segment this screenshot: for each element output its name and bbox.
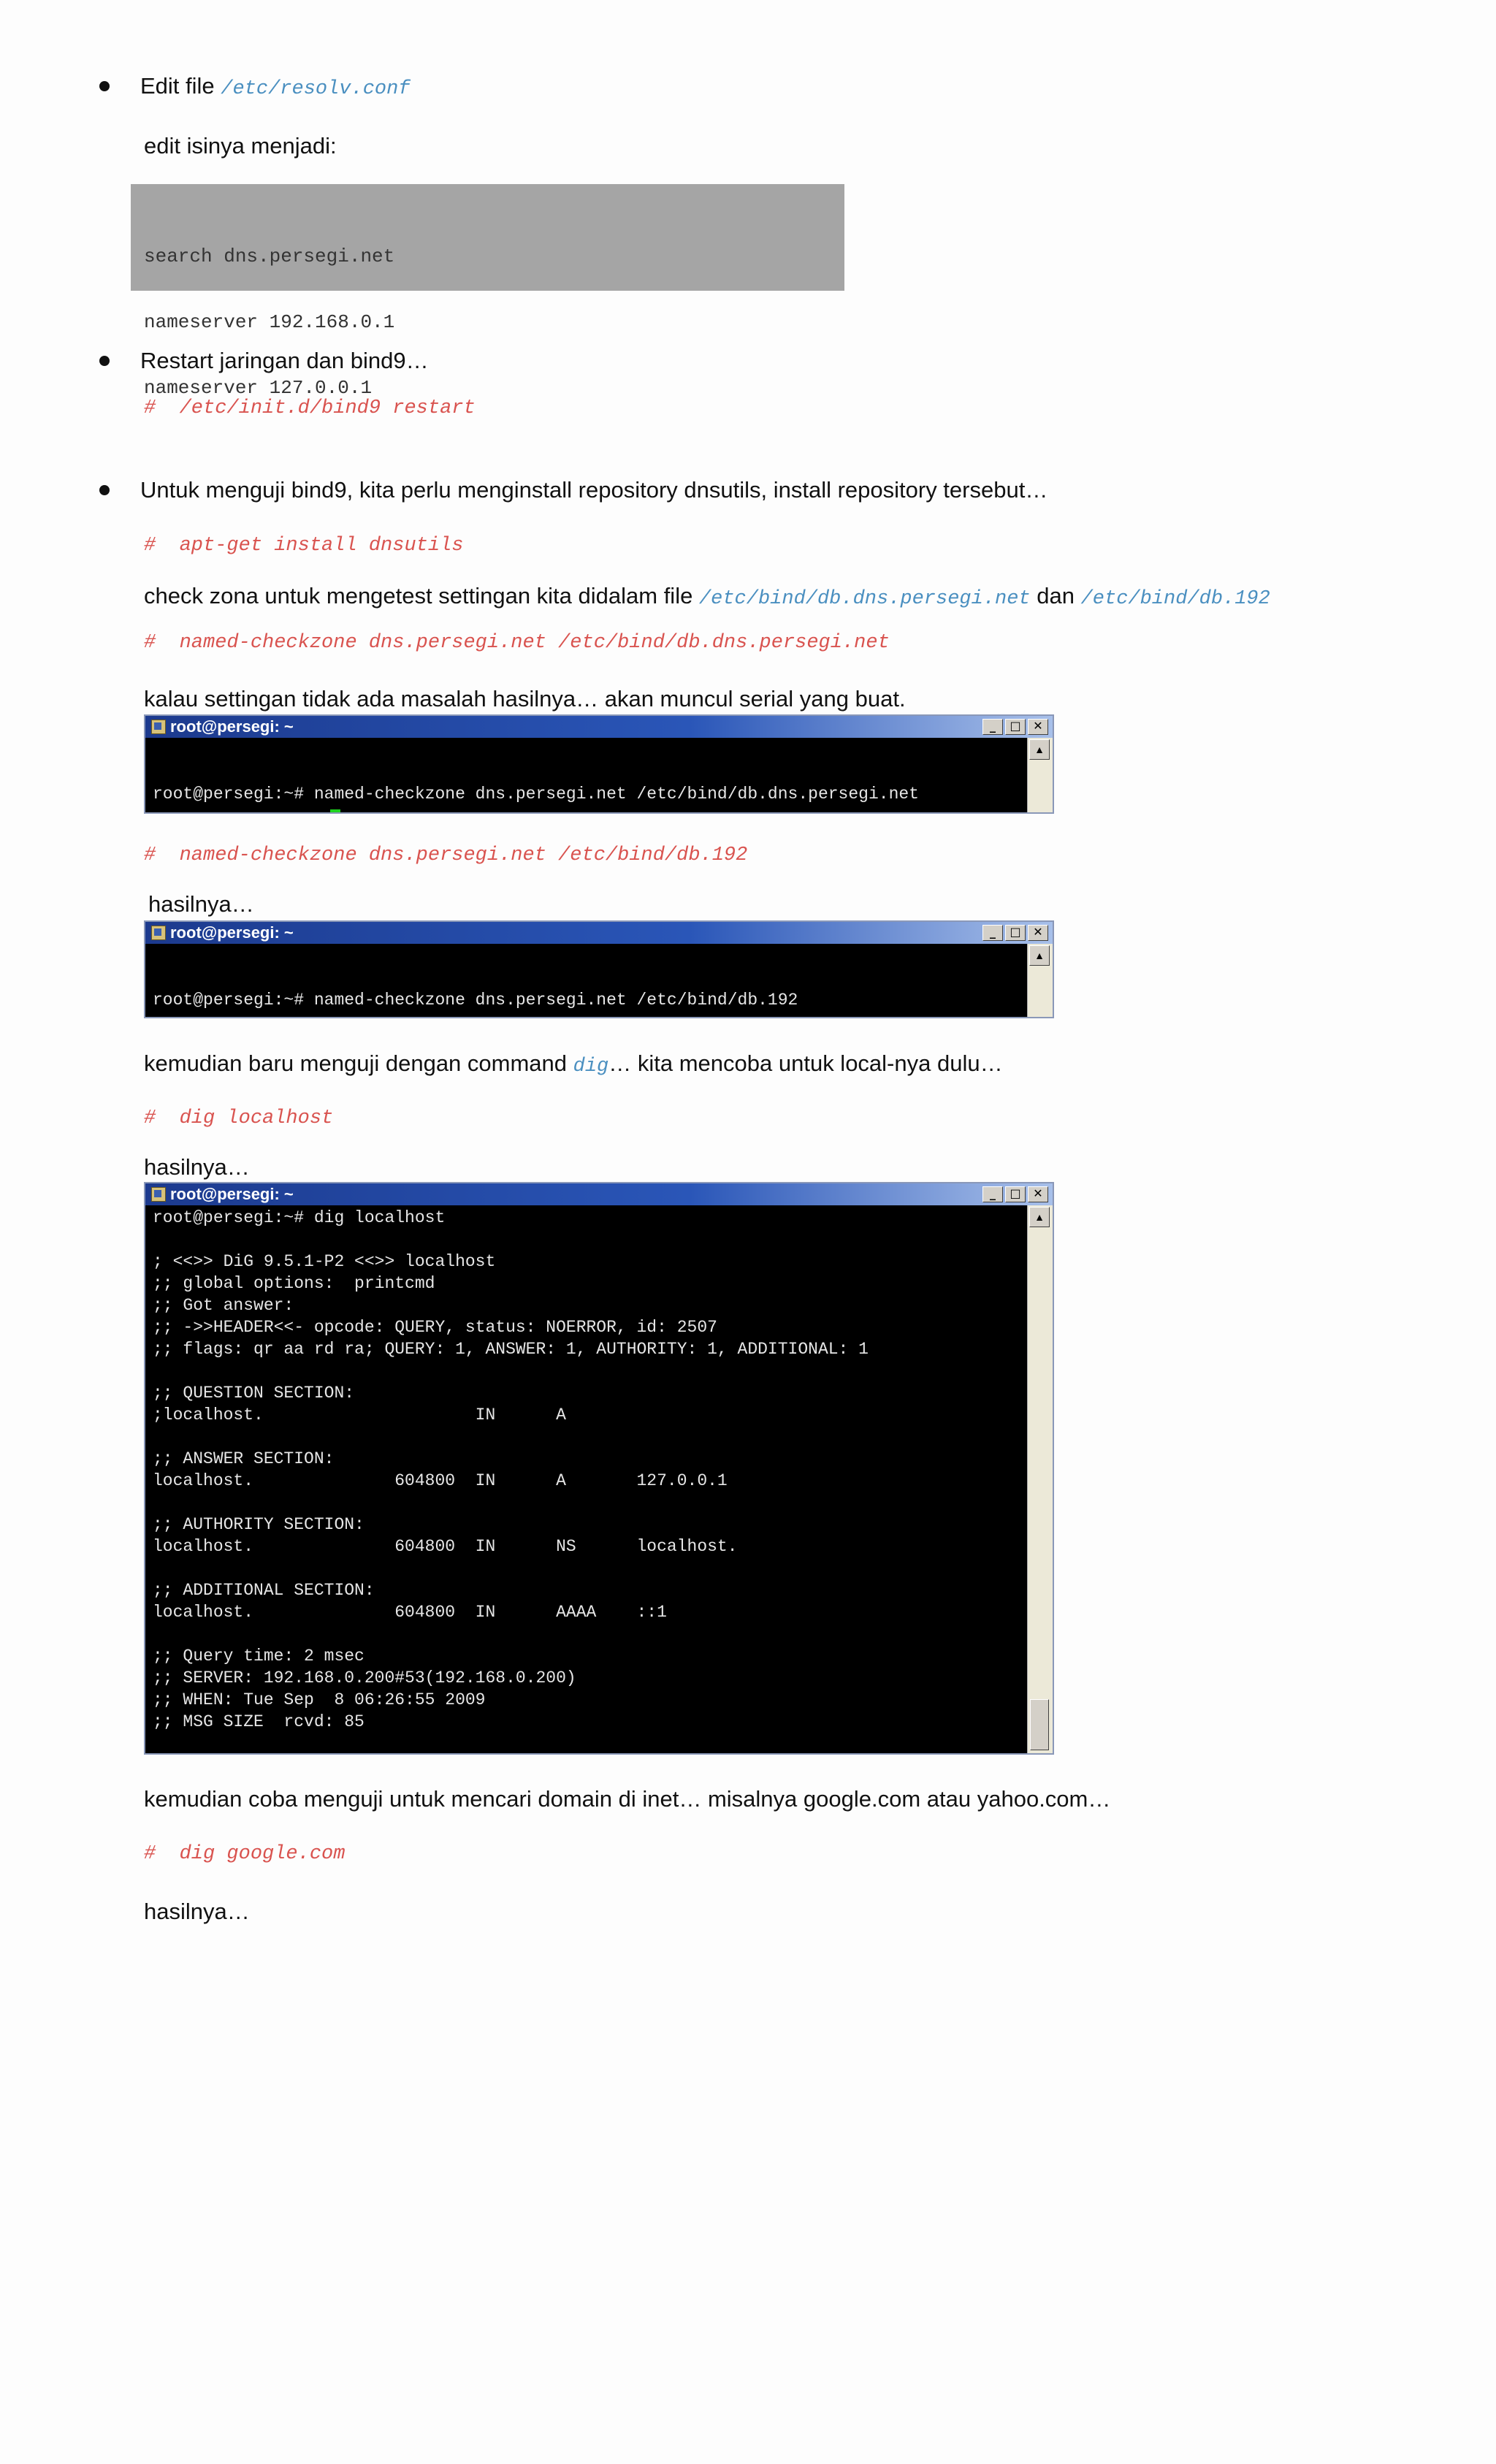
- restart-text: Restart jaringan dan bind9…: [140, 348, 429, 373]
- db-persegi-path: /etc/bind/db.dns.persegi.net: [698, 588, 1031, 610]
- close-button[interactable]: ✕: [1028, 719, 1048, 735]
- terminal-line: localhost. 604800 IN AAAA ::1: [153, 1603, 667, 1622]
- minimize-button[interactable]: _: [982, 1186, 1003, 1202]
- terminal-line: ;; Query time: 2 msec: [153, 1647, 365, 1666]
- terminal-line: root@persegi:~# named-checkzone dns.persegi.net /etc/bind/db.192: [153, 991, 798, 1010]
- resolv-conf-path: /etc/resolv.conf: [221, 78, 411, 100]
- putty-icon: [151, 926, 166, 940]
- terminal-line: ;localhost. IN A: [153, 1405, 566, 1424]
- check-zone-text: check zona untuk mengetest settingan kita didalam file: [144, 583, 699, 609]
- maximize-button[interactable]: □: [1005, 719, 1026, 735]
- code-line: search dns.persegi.net: [144, 245, 395, 267]
- result3-text: hasilnya…: [144, 1154, 250, 1180]
- putty-icon: [151, 1187, 166, 1202]
- scroll-thumb[interactable]: [1030, 1699, 1049, 1750]
- dig-intro-b: … kita mencoba untuk local-nya dulu…: [608, 1050, 1003, 1076]
- check-zone-line: [144, 581, 1270, 614]
- terminal-line: ;; flags: qr aa rd ra; QUERY: 1, ANSWER: 1, AUTHORITY: 1, ADDITIONAL: 1: [153, 1340, 869, 1359]
- putty-icon: [151, 720, 166, 734]
- terminal-line: [153, 1426, 1020, 1448]
- terminal-line: ;; SERVER: 192.168.0.200#53(192.168.0.200): [153, 1668, 576, 1687]
- terminal-line: ;; ->>HEADER<<- opcode: QUERY, status: NOERROR, id: 2507: [153, 1318, 717, 1337]
- bullet-3: [99, 485, 110, 495]
- terminal-line: localhost. 604800 IN NS localhost.: [153, 1537, 738, 1556]
- and-text: dan: [1030, 583, 1081, 609]
- checkzone-command-1: # named-checkzone dns.persegi.net /etc/bind/db.dns.persegi.net: [144, 632, 890, 654]
- scroll-up-button[interactable]: ▲: [1029, 1207, 1050, 1227]
- terminal-title: root@persegi: ~: [170, 1185, 294, 1203]
- terminal-line: ;; QUESTION SECTION:: [153, 1384, 355, 1403]
- terminal-output: [145, 1205, 1028, 1753]
- maximize-button[interactable]: □: [1005, 925, 1026, 941]
- code-line: nameserver 192.168.0.1: [144, 311, 395, 333]
- dig-word: dig: [573, 1056, 609, 1077]
- terminal-line: [153, 1557, 1020, 1579]
- terminal-titlebar: [145, 716, 1053, 738]
- terminal-line: [153, 1492, 1020, 1514]
- terminal-cursor: [330, 809, 340, 814]
- terminal-window-2: [144, 920, 1054, 1018]
- dig-intro-a: kemudian baru menguji dengan command: [144, 1050, 573, 1076]
- terminal-titlebar: [145, 922, 1053, 944]
- terminal-line: ; <<>> DiG 9.5.1-P2 <<>> localhost: [153, 1252, 496, 1271]
- terminal-line: localhost. 604800 IN A 127.0.0.1: [153, 1471, 728, 1490]
- terminal-line: [153, 1623, 1020, 1645]
- scroll-up-button[interactable]: ▲: [1029, 945, 1050, 966]
- result2-text: hasilnya…: [148, 891, 254, 917]
- dig-localhost-command: # dig localhost: [144, 1107, 334, 1129]
- close-button[interactable]: ✕: [1028, 1186, 1048, 1202]
- maximize-button[interactable]: □: [1005, 1186, 1026, 1202]
- terminal-line: ;; Got answer:: [153, 1296, 294, 1315]
- terminal-title: root@persegi: ~: [170, 923, 294, 942]
- terminal-title: root@persegi: ~: [170, 717, 294, 736]
- terminal-line: ;; AUTHORITY SECTION:: [153, 1515, 365, 1534]
- terminal-output: [145, 738, 1028, 812]
- terminal-line: ;; MSG SIZE rcvd: 85: [153, 1712, 365, 1731]
- terminal-line: ;; WHEN: Tue Sep 8 06:26:55 2009: [153, 1690, 486, 1709]
- terminal-titlebar: [145, 1183, 1053, 1205]
- terminal-line: [153, 1360, 1020, 1382]
- restart-command: # /etc/init.d/bind9 restart: [144, 397, 476, 419]
- terminal-output: [145, 944, 1028, 1017]
- scrollbar[interactable]: [1027, 738, 1053, 812]
- terminal-line: ;; ANSWER SECTION:: [153, 1449, 335, 1468]
- checkzone-command-2: # named-checkzone dns.persegi.net /etc/bind/db.192: [144, 844, 748, 866]
- result4-text: hasilnya…: [144, 1899, 250, 1924]
- terminal-line: ;; global options: printcmd: [153, 1274, 435, 1293]
- scrollbar[interactable]: [1027, 944, 1053, 1017]
- terminal-window-3: [144, 1182, 1054, 1755]
- edit-file-label: Edit file: [140, 73, 221, 99]
- result1-text: kalau settingan tidak ada masalah hasilnya… akan muncul serial yang buat.: [144, 686, 906, 712]
- edit-intro: edit isinya menjadi:: [144, 133, 337, 159]
- edit-file-line: [140, 72, 411, 104]
- bullet-1: [99, 81, 110, 91]
- google-text: kemudian coba menguji untuk mencari domain di inet… misalnya google.com atau yahoo.com…: [144, 1786, 1111, 1812]
- scrollbar[interactable]: [1027, 1205, 1053, 1753]
- dig-google-command: # dig google.com: [144, 1843, 346, 1865]
- scroll-up-button[interactable]: ▲: [1029, 739, 1050, 760]
- terminal-line: ;; ADDITIONAL SECTION:: [153, 1581, 375, 1600]
- dnsutils-text: Untuk menguji bind9, kita perlu menginstall repository dnsutils, install repository tersebut…: [140, 477, 1048, 503]
- install-command: # apt-get install dnsutils: [144, 535, 464, 557]
- dig-intro-line: [144, 1049, 1003, 1081]
- minimize-button[interactable]: _: [982, 925, 1003, 941]
- terminal-line: root@persegi:~# dig localhost: [153, 1208, 446, 1227]
- terminal-window-1: [144, 714, 1054, 814]
- terminal-line: [153, 1229, 1020, 1251]
- code-line: nameserver 127.0.0.1: [144, 377, 373, 399]
- close-button[interactable]: ✕: [1028, 925, 1048, 941]
- terminal-line: root@persegi:~# named-checkzone dns.persegi.net /etc/bind/db.dns.persegi.net: [153, 785, 919, 804]
- db-192-path: /etc/bind/db.192: [1080, 588, 1270, 610]
- bullet-2: [99, 356, 110, 366]
- minimize-button[interactable]: _: [982, 719, 1003, 735]
